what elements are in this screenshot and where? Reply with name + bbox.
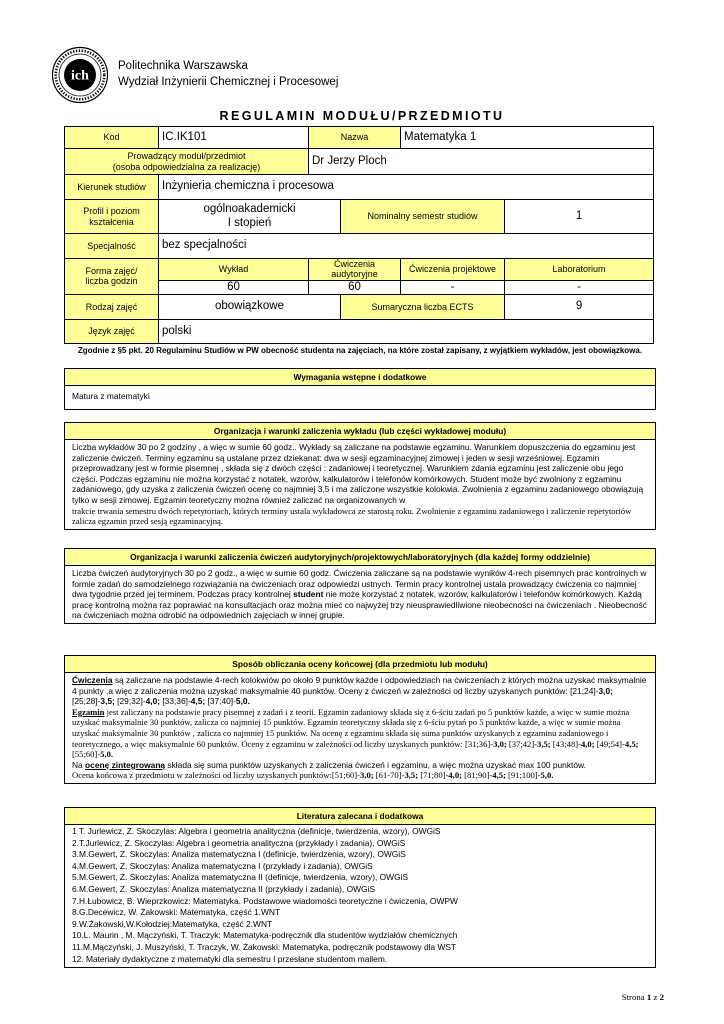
kierunek-value: Inżynieria chemiczna i procesowa xyxy=(159,175,654,200)
ocena-cw-range-2: [25;28]- xyxy=(72,696,101,707)
profil-label-line1: Profil i poziom xyxy=(83,206,140,217)
wyklad-paragraph-2: trakcie trwania semestru dwóch repetytoriach, których terminy ustala wykładowca ze starostą roku. Zwolnienie z egzaminu zadaniowego i zaliczenie repetytoriów zalicza egzamin przed sesją egzaminacyjną. xyxy=(72,505,632,527)
ocena-f-range-3: [71;80]- xyxy=(418,770,449,781)
ocena-eg-grade-4: 4,5; xyxy=(624,738,639,749)
ocena-f-range-4: [81;90]- xyxy=(461,770,493,781)
ocena-cwiczenia-word: Ćwiczenia xyxy=(72,675,113,685)
page-number xyxy=(622,992,664,1002)
footer-z: z xyxy=(653,992,658,1002)
footer-strona: Strona xyxy=(621,992,645,1002)
jezyk-value: polski xyxy=(159,319,654,343)
ocena-eg-range-5: [55;60]- xyxy=(72,749,101,760)
ocena-cwiczenia-paragraph xyxy=(72,675,648,707)
rodzaj-value: obowiązkowe xyxy=(159,294,341,319)
profil-value-line1: ogólnoakademicki xyxy=(203,203,296,216)
ocena-cw-grade-1: 3,0; xyxy=(598,685,613,696)
ocena-final-paragraph xyxy=(72,770,648,781)
cwiczenia-header: Organizacja i warunki zaliczenia ćwiczeń audytoryjnych/projektowych/laboratoryjnych (dla każdej formy oddzielnie) xyxy=(65,549,655,566)
wymagania-header: Wymagania wstępne i dodatkowe xyxy=(65,369,655,386)
literatura-item: 11.M.Mączyński, J. Muszyński, T. Traczyk, W. Żakowski: Matematyka, podręcznik podstawowy dla WST xyxy=(72,941,457,952)
prowadzacy-label-line1: Prowadzący moduł/przedmiot xyxy=(127,151,246,162)
ocena-cwiczenia-text: są zaliczane na podstawie 4-rech kolokwiów po około 9 punktów każde i odpowiedziach na ćwiczeniach z których można uzyskać maksymalnie 4 punkty ,a więc z zaliczenia można uzyskać maksymalnie 40 punktów. Oceny z ćwiczeń w zależności od liczby uzyskanych punktów: [21;24]- xyxy=(72,675,647,696)
ocena-eg-grade-2: 3,5; xyxy=(537,738,551,749)
attendance-rule-note: Zgodnie z §5 pkt. 20 Regulaminu Studiów w PW obecność studenta na zajęciach, na które został zapisany, z wyjątkiem wykładów, jest obowiązkowa. xyxy=(77,346,643,355)
ocena-cw-grade-4: 4,5; xyxy=(190,696,206,707)
profil-label xyxy=(65,200,159,234)
kod-label: Kod xyxy=(65,127,159,149)
literatura-item: 9.W.Żakowski,W.Kołodziej:Matematyka, część 2.WNT xyxy=(72,918,273,929)
jezyk-label: Język zajęć xyxy=(65,319,159,343)
literatura-header: Literatura zalecana i dodatkowa xyxy=(65,808,655,825)
section-wyklad xyxy=(64,422,656,530)
profil-value-line2: I stopień xyxy=(227,216,272,229)
literatura-list xyxy=(65,825,655,967)
forma-label-line2: liczba godzin xyxy=(85,276,138,287)
ocena-eg-range-3: [43;48]- xyxy=(550,738,581,749)
ocena-cw-grade-2: 3,5; xyxy=(100,696,115,707)
literatura-item: 1 T. Jurlewicz, Z. Skoczylas: Algebra i geometria analityczna (definicje, twierdzenia, wzory), OWGiS xyxy=(72,826,441,836)
forma-label xyxy=(65,259,159,295)
ocena-eg-grade-5: 5,0. xyxy=(100,749,114,760)
literatura-item: 10.L. Maurin , M. Mączyński, T. Traczyk: Matematyka-podręcznik dla studentów wydziałów chemicznych xyxy=(72,930,458,941)
cwiczenia-paragraph xyxy=(72,568,648,621)
ocena-cw-range-5: [37;40]- xyxy=(205,696,236,707)
profil-label-line2: kształcenia xyxy=(89,216,134,227)
ects-label: Sumaryczna liczba ECTS xyxy=(341,294,505,319)
forma-label-line1: Forma zajęć/ xyxy=(85,266,138,277)
ocena-f-grade-4: 4,5; xyxy=(492,770,506,781)
forma-header-cw-proj: Ćwiczenia projektowe xyxy=(401,259,505,281)
literatura-item: 3.M.Gewert, Z. Skoczylas: Analiza matematyczna I (definicje, twierdzenia, wzory), OWGiS xyxy=(72,849,406,860)
forma-value-wyklad: 60 xyxy=(159,280,309,294)
prowadzacy-value: Dr Jerzy Ploch xyxy=(309,149,654,175)
forma-header-lab: Laboratorium xyxy=(505,259,654,281)
ocena-cw-range-3: [29;32]- xyxy=(114,696,146,707)
specjalnosc-value: bez specjalności xyxy=(159,234,654,259)
ocena-egzamin-text: jest zaliczany na podstawie pracy pisemnej z zadań i z teorii. Egzamin zadaniowy składa się z 6-ściu zadań po 5 punktów każde, a więc w sumie można uzyskać maksymalnie 30 punktów, zalicza co najmniej 15 punktów. Egzamin teoretyczny składa się z 6-ściu pytań po 5 punktów każde, a więc w sumie można uzyskać maksymalnie 30 punktów , zalicza co najmniej 15 punktów. Na ocenę z egzaminu składa się suma punktów uzyskanych z egzaminu zadaniowego i teoretycznego, a więc maksymalnie 60 punktów. Oceny z egzaminu w zależności od liczby uzyskanych punktów: [31;36]- xyxy=(72,706,630,749)
wyklad-body xyxy=(65,440,655,529)
cwiczenia-body xyxy=(65,566,655,623)
specjalnosc-label: Specjalność xyxy=(65,234,159,259)
rodzaj-label: Rodzaj zajęć xyxy=(65,294,159,319)
footer-total: 2 xyxy=(659,992,664,1002)
literatura-item: 5.M.Gewert, Z. Skoczylas: Analiza matematyczna II (definicje, twierdzenia, wzory), OWGiS xyxy=(72,872,409,883)
ocena-eg-range-2: [37;42]- xyxy=(506,738,538,749)
kod-value: IC.IK101 xyxy=(159,127,309,149)
wymagania-text: Matura z matematyki xyxy=(72,391,150,401)
ocena-zintegrowana-paragraph xyxy=(72,760,648,771)
semestr-label: Nominalny semestr studiów xyxy=(341,200,505,234)
forma-header-wyklad: Wykład xyxy=(159,259,309,281)
ocena-egzamin-word: Egzamin xyxy=(72,706,105,717)
cwiczenia-student-word: student xyxy=(293,589,324,600)
literatura-item: 4.M.Gewert, Z. Skoczylas: Analiza matematyczna I (przykłady i zadania), OWGiS xyxy=(72,860,373,871)
ocena-cw-grade-3: 4,0; xyxy=(145,696,161,707)
forma-header-cw-aud: Ćwiczenia audytoryjne xyxy=(309,259,401,281)
wyklad-header: Organizacja i warunki zaliczenia wykładu (lub części wykładowej modułu) xyxy=(65,423,655,440)
ocena-eg-grade-3: 4,0; xyxy=(580,738,595,749)
section-literatura xyxy=(64,807,656,968)
institution-name: Politechnika Warszawska xyxy=(118,60,248,72)
semestr-value: 1 xyxy=(505,200,654,234)
literatura-item: 6.M.Gewert, Z. Skoczylas: Analiza matematyczna II (przykłady i zadania), OWGiS xyxy=(72,883,375,894)
wyklad-paragraph-1: Liczba wykładów 30 po 2 godziny , a więc w sumie 60 godz.. Wykłady są zaliczane na podstawie egzaminu. Warunkiem dopuszczenia do egzaminu jest zaliczenie ćwiczeń. Terminy egzaminu są ustalane przez dziekanat: dwa w sesji egzaminacyjnej zimowej i jeden w sesji wrześniowej. Egzamin przeprowadzany jest w formie pisemnej , składa się z dwóch części : zadaniowej i teoretycznej. Warunkiem zdania egzaminu jest zaliczenie obu jego części. Podczas egzaminu nie można korzystać z notatek, wzorów, kalkulatorów i telefonów komórkowych. Student może być zwolniony z egzaminu zadaniowego, gdy uzyska z zaliczenia ćwiczeń ocenę co najmniej 3,5 i ma zaliczone wszystkie kolokwia. Zwolnienia z egzaminu zadaniowego obowiązują tylko w sesji zimowej. Egzamin teoretyczny można również zaliczać na organizowanych w xyxy=(72,442,644,505)
university-seal-icon xyxy=(51,46,109,104)
literatura-item: 2.T.Jurlewicz, Z. Skoczylas: Algebra i geometria analityczna (przykłady i zadania), OWGiS xyxy=(72,837,406,848)
ocena-egzamin-paragraph xyxy=(72,707,648,760)
ocena-cw-grade-5: 5,0. xyxy=(235,696,250,707)
ocena-f-grade-5: 5,0. xyxy=(540,770,554,781)
kierunek-label: Kierunek studiów xyxy=(65,175,159,200)
module-info-table xyxy=(64,126,654,344)
ocena-zint-text: składa się suma punktów uzyskanych z zaliczenia ćwiczeń i egzaminu, a więc można uzyskać max 100 punktów. xyxy=(167,759,586,770)
ocena-header: Sposób obliczania oceny końcowej (dla przedmiotu lub modułu) xyxy=(65,656,655,673)
forma-value-lab: - xyxy=(505,280,654,294)
forma-value-cw-proj: - xyxy=(401,280,505,294)
nazwa-value: Matematyka 1 xyxy=(401,127,654,149)
ocena-cw-range-4: [33;36]- xyxy=(160,696,191,707)
ects-value: 9 xyxy=(505,294,654,319)
ocena-f-grade-1: 3,0; xyxy=(360,770,374,781)
nazwa-label: Nazwa xyxy=(309,127,401,149)
section-cwiczenia xyxy=(64,548,656,624)
ocena-zint-pre: Na xyxy=(72,759,83,770)
literatura-item: 12. Materiały dydaktyczne z matematyki dla semestru I przesłane studentom mailem. xyxy=(72,953,388,964)
document-title: REGULAMIN MODUŁU/PRZEDMIOTU xyxy=(219,109,505,123)
ocena-f-range-2: [61-70]- xyxy=(373,770,405,781)
ocena-f-grade-3: 4,0; xyxy=(448,770,462,781)
literatura-item: 7.H.Łubowicz, B. Wieprzkowicz: Matematyka. Podstawowe wiadomości teoretyczne i ćwiczenia, OWPW xyxy=(72,895,458,906)
ocena-f-grade-2: 3,5; xyxy=(404,770,419,781)
ocena-f-range-5: [91;100]- xyxy=(505,770,541,781)
faculty-name: Wydział Inżynierii Chemicznej i Procesowej xyxy=(118,76,339,88)
ocena-eg-range-4: [49;54]- xyxy=(594,738,625,749)
section-wymagania xyxy=(64,368,656,410)
section-ocena xyxy=(64,655,656,784)
forma-value-cw-aud: 60 xyxy=(309,280,401,294)
footer-page: 1 xyxy=(646,992,652,1002)
profil-value xyxy=(159,200,341,234)
logo-text: ich xyxy=(71,68,89,84)
prowadzacy-label-line2: (osoba odpowiedzialna za realizację) xyxy=(112,161,261,172)
prowadzacy-label xyxy=(65,149,309,175)
cwiczenia-text-a: Liczba ćwiczeń audytoryjnych 30 po 2 godz., a więc w sumie 60 godz. Ćwiczenia zaliczane są na podstawie wyników 4-rech pisemnych prac kontrolnych w formie zadań do samodzielnego rozwiązania na ćwiczeniach oraz odpowiedzi ustnych. Termin pracy kontrolnej ustala prowadzący ćwiczenia co najmniej dwa tygodnie przed jej terminem. Podczas pracy kontrolnej xyxy=(72,568,647,600)
ocena-body xyxy=(65,673,655,783)
ocena-zint-word: ocenę zintegrowaną xyxy=(85,759,166,770)
literatura-item: 8.G.Decewicz, W. Żakowski: Matematyka, część 1.WNT xyxy=(72,907,281,918)
ocena-final-text: Ocena końcowa z przedmiotu w zależności od liczby uzyskanych punktów:[51;60]- xyxy=(72,770,361,781)
ocena-eg-grade-1: 3,0; xyxy=(493,738,507,749)
cwiczenia-text-b: nie może korzystać z notatek, wzorów, kalkulatorów i telefonów komórkowych. Każdą pracę kontrolną można raz poprawiać na konsultacjach oraz można mieć co najwyżej trzy nieusprawiedliwione nieobecności na ćwiczeniach . Nieobecność na ćwiczeniach można odrobić na odpowiednich zajęciach w innej grupie. xyxy=(72,589,647,621)
